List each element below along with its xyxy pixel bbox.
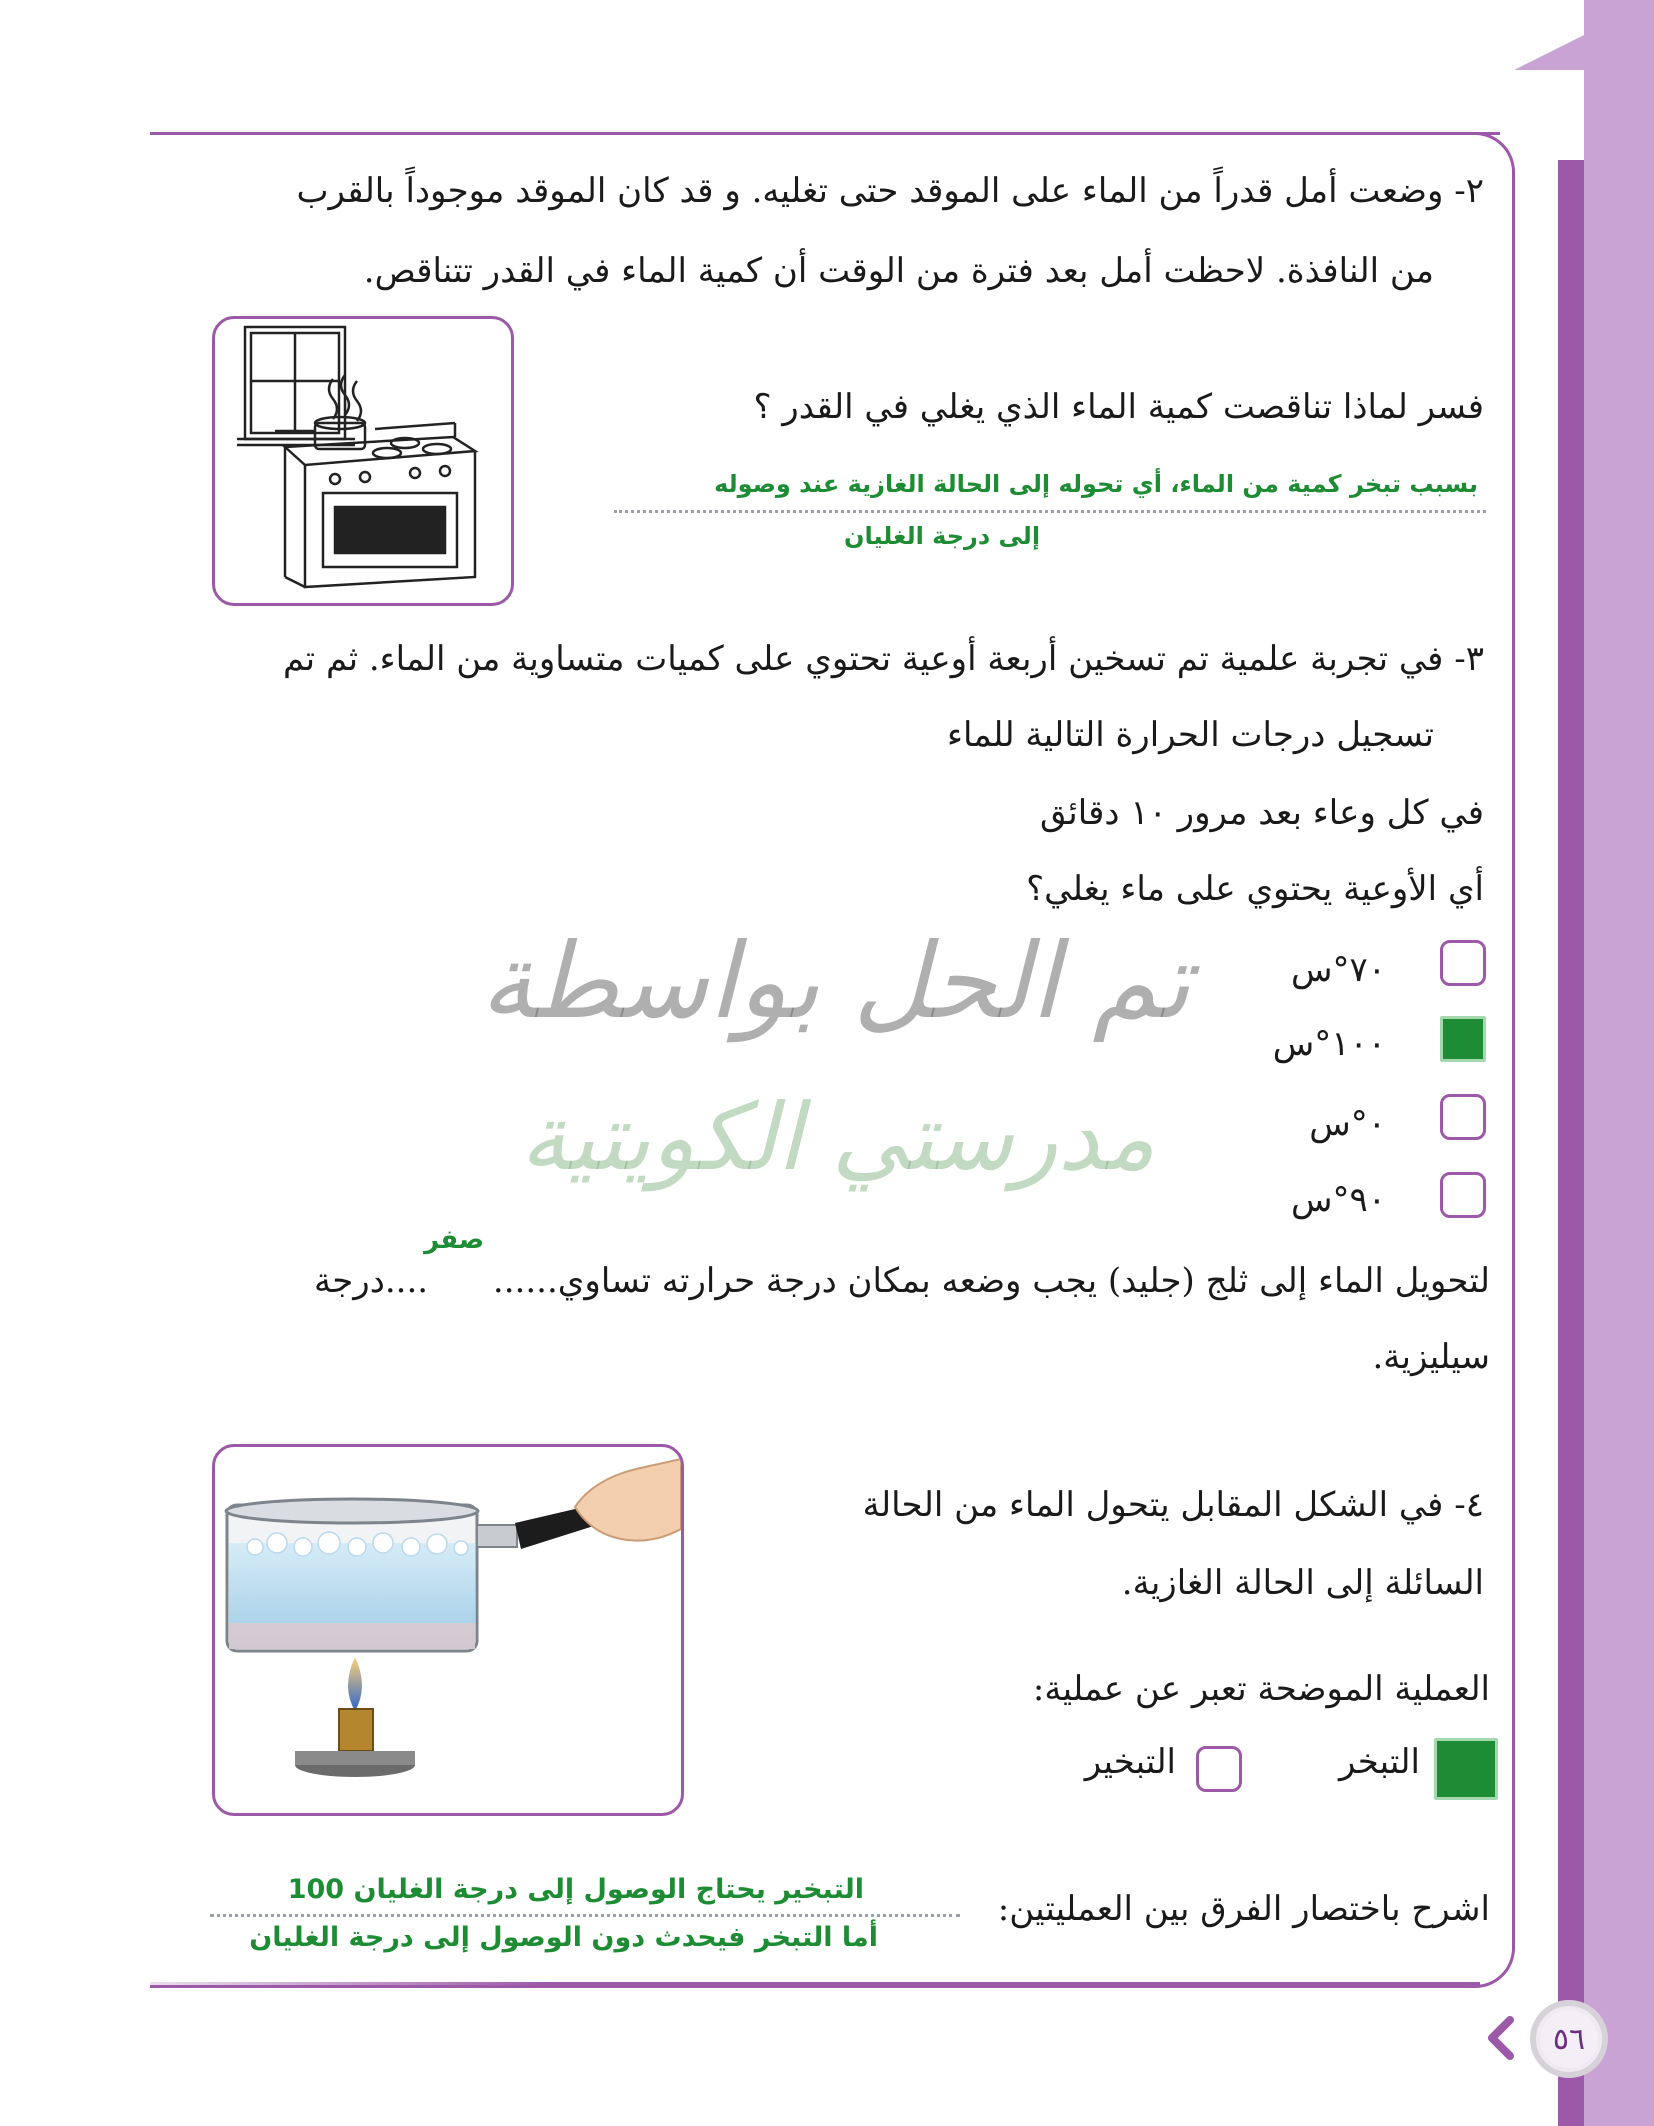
fill-answer: صفر xyxy=(424,1225,485,1255)
q3-line3: في كل وعاء بعد مرور ١٠ دقائق xyxy=(1039,793,1484,833)
q3-fill-sentence xyxy=(190,1225,1490,1320)
option-100-label: ١٠٠°س xyxy=(1272,1024,1386,1064)
q2-line2: من النافذة. لاحظت أمل بعد فترة من الوقت أن كمية الماء في القدر تتناقص. xyxy=(363,251,1434,291)
option-evaporation-checkbox[interactable] xyxy=(1434,1738,1498,1800)
right-decorative-band xyxy=(1584,0,1654,2126)
page-arrow-icon xyxy=(1476,2010,1526,2066)
fill-text-start: لتحويل الماء إلى ثلج (جليد) يجب وضعه بمكان درجة حرارته تساوي xyxy=(557,1261,1490,1301)
fill-dots-left: .... xyxy=(384,1261,429,1301)
answer-line xyxy=(614,510,1486,513)
boiling-pot-illustration xyxy=(215,1447,681,1813)
q3-line2: تسجيل درجات الحرارة التالية للماء xyxy=(946,715,1434,755)
option-90-label: ٩٠°س xyxy=(1290,1180,1386,1220)
option-70-checkbox[interactable] xyxy=(1440,940,1486,986)
option-0-checkbox[interactable] xyxy=(1440,1094,1486,1140)
boiling-pot-image xyxy=(212,1444,684,1816)
option-0-label: ٠°س xyxy=(1309,1104,1386,1144)
watermark-line2: مدرستي الكويتية xyxy=(520,1084,1156,1191)
fill-text-end: درجة xyxy=(314,1261,385,1301)
stove-window-image xyxy=(212,316,514,606)
q4-line2: السائلة إلى الحالة الغازية. xyxy=(1121,1563,1484,1603)
q4-question: العملية الموضحة تعبر عن عملية: xyxy=(1032,1669,1490,1709)
right-accent-stripe xyxy=(1558,160,1584,2126)
q3-line1: ٣- في تجربة علمية تم تسخين أربعة أوعية تحتوي على كميات متساوية من الماء. ثم تم xyxy=(283,639,1484,679)
option-100-checkbox[interactable] xyxy=(1440,1016,1486,1062)
q4-explain-prompt: اشرح باختصار الفرق بين العمليتين: xyxy=(997,1889,1490,1929)
option-evaporation-label: التبخر xyxy=(1338,1742,1420,1782)
option-boiling-label: التبخير xyxy=(1084,1742,1176,1782)
option-boiling-checkbox[interactable] xyxy=(1196,1746,1242,1792)
watermark-line1: تم الحل بواسطة xyxy=(480,920,1191,1042)
q4-explain-answer-line2: أما التبخر فيحدث دون الوصول إلى درجة الغليان xyxy=(249,1922,878,1953)
q3-fill-line2: سيليزية. xyxy=(1372,1337,1490,1377)
q2-answer-line2: إلى درجة الغليان xyxy=(843,522,1041,550)
frame-bottom-line xyxy=(150,1982,1480,1985)
explain-answer-line xyxy=(210,1914,960,1917)
q2-answer-line1: بسبب تبخر كمية من الماء، أي تحوله إلى الحالة الغازية عند وصوله xyxy=(714,470,1478,498)
q2-question: فسر لماذا تناقصت كمية الماء الذي يغلي في القدر ؟ xyxy=(753,387,1484,427)
fill-answer-slot xyxy=(424,1225,493,1320)
fill-dots-right: ...... xyxy=(492,1261,558,1301)
stove-illustration xyxy=(215,319,511,603)
q3-question: أي الأوعية يحتوي على ماء يغلي؟ xyxy=(1026,869,1484,909)
option-90-checkbox[interactable] xyxy=(1440,1172,1486,1218)
q2-line1: ٢- وضعت أمل قدراً من الماء على الموقد حتى تغليه. و قد كان الموقد موجوداً بالقرب xyxy=(296,171,1484,211)
q4-line1: ٤- في الشكل المقابل يتحول الماء من الحالة xyxy=(862,1485,1484,1525)
option-70-label: ٧٠°س xyxy=(1290,950,1386,990)
q4-explain-answer-line1: التبخير يحتاج الوصول إلى درجة الغليان 100 xyxy=(287,1874,864,1905)
frame-top-line xyxy=(400,132,1500,135)
page-number: ٥٦ xyxy=(1530,2000,1608,2078)
